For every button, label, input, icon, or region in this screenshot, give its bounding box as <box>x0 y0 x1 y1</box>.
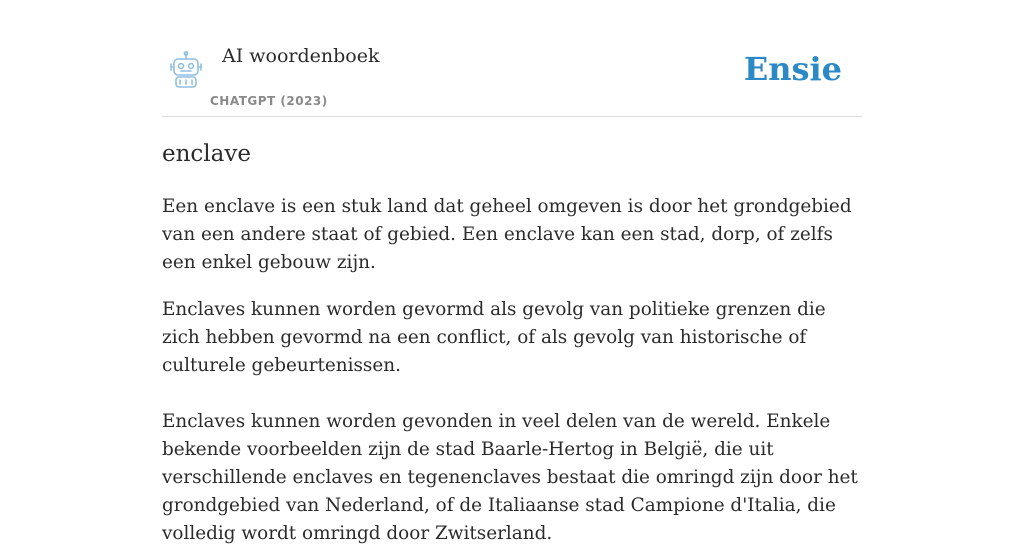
source-subtitle: CHATGPT (2023) <box>210 94 328 108</box>
definition-paragraph: Enclaves kunnen worden gevonden in veel delen van de wereld. Enkele bekende voorbeelden zijn de stad Baarle-Hertog in België, die uit verschillende enclaves en tegenenclaves bestaat die omringd zijn door het grondgebied van Nederland, of de Italiaanse stad Campione d'Italia, die volledig wordt omringd door Zwitserland. <box>162 411 858 544</box>
definition-paragraph: Een enclave is een stuk land dat geheel omgeven is door het grondgebied van een andere staat of gebied. Een enclave kan een stad, dorp, of zelfs een enkel gebouw zijn. <box>162 196 852 273</box>
entry-header <box>162 0 862 117</box>
definition-paragraph: Enclaves kunnen worden gevormd als gevolg van politieke grenzen die zich hebben gevormd na een conflict, of als gevolg van historische of culturele gebeurtenissen. <box>162 299 826 376</box>
entry-term: enclave <box>162 141 251 167</box>
entry-content <box>162 116 862 548</box>
brand-logo[interactable]: Ensie <box>743 50 842 88</box>
source-title[interactable]: AI woordenboek <box>222 45 380 67</box>
robot-icon <box>166 50 206 90</box>
